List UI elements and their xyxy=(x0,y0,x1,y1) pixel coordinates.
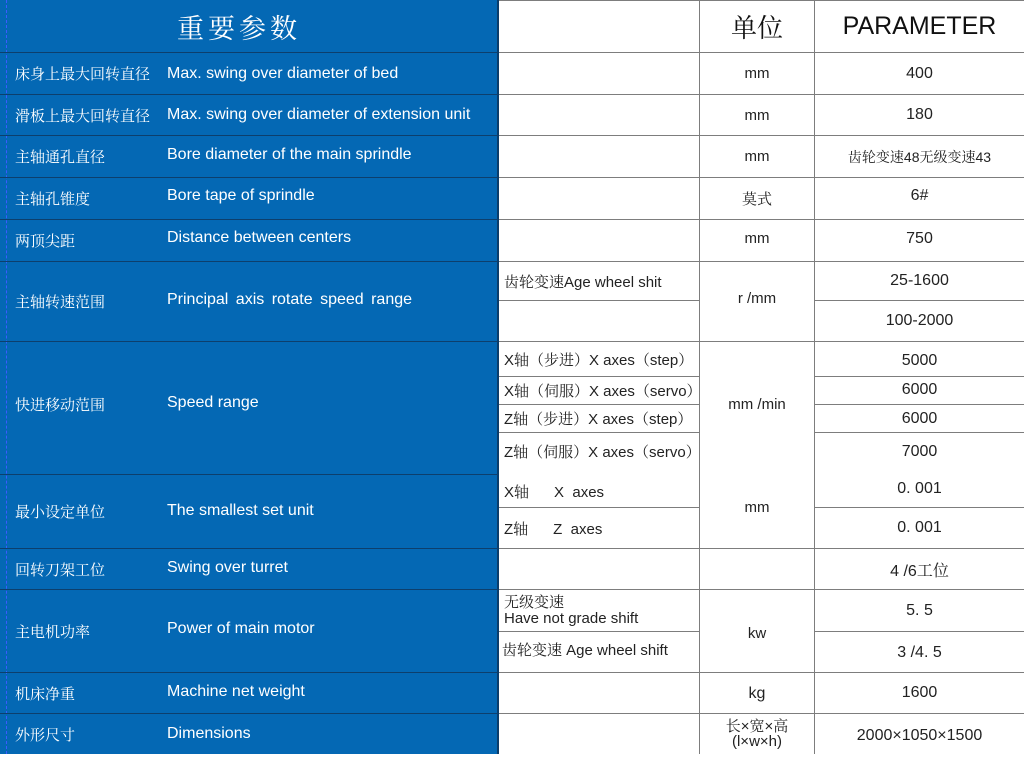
row-label-zh: 快进移动范围 xyxy=(15,396,106,414)
row-value: 齿轮变速48无级变速43 xyxy=(847,148,992,165)
row-label-zh: 回转刀架工位 xyxy=(15,561,106,579)
row-label-en: Max. swing over diameter of bed xyxy=(167,64,399,82)
row-value: 0. 001 xyxy=(897,480,942,497)
row-label-en: Speed range xyxy=(167,394,259,411)
row-label-en: Max. swing over diameter of extension unit xyxy=(167,106,471,123)
row-label-en: The smallest set unit xyxy=(167,502,314,519)
row-label-en: Power of main motor xyxy=(167,620,315,637)
row-label-zh: 床身上最大回转直径 xyxy=(15,66,151,83)
row-label-en: Principal axis rotate speed range xyxy=(167,291,413,308)
row-label-zh: 两顶尖距 xyxy=(15,233,76,250)
row-value: 5. 5 xyxy=(906,601,933,619)
row-value: 2000×1050×1500 xyxy=(856,727,983,744)
row-unit: r /mm xyxy=(737,289,777,307)
row-unit: mm xyxy=(744,229,770,247)
panel-edge xyxy=(497,0,499,754)
row-value: 6000 xyxy=(901,380,938,398)
row-label-zh: 主电机功率 xyxy=(15,623,91,641)
row-unit: mm xyxy=(744,148,770,165)
row-label-en: Dimensions xyxy=(167,725,251,742)
row-label-en: Bore diameter of the main sprindle xyxy=(167,146,412,163)
sub-condition xyxy=(504,590,638,631)
row-value: 1600 xyxy=(901,684,938,701)
row-label-zh: 主轴孔锥度 xyxy=(15,191,91,208)
dashed-guide-line xyxy=(6,0,7,754)
sub-condition: X轴（步进）X axes（step） xyxy=(504,351,694,369)
row-label-zh: 滑板上最大回转直径 xyxy=(15,107,151,125)
sub-condition: Z轴（步进）X axes（step） xyxy=(504,411,693,428)
row-label-zh: 主轴通孔直径 xyxy=(15,149,106,166)
sub-condition: 齿轮变速 Age wheel shift xyxy=(502,641,668,659)
row-value: 3 /4. 5 xyxy=(897,644,942,661)
row-value: 180 xyxy=(906,106,933,123)
parameter-column-header: PARAMETER xyxy=(842,11,997,40)
row-value: 25-1600 xyxy=(890,272,949,289)
row-value: 100-2000 xyxy=(885,312,954,329)
row-label-en: Distance between centers xyxy=(167,229,352,246)
row-unit: mm xyxy=(744,65,770,82)
row-value: 750 xyxy=(906,230,933,247)
row-unit: mm xyxy=(744,106,770,124)
row-label-zh: 机床净重 xyxy=(15,685,76,703)
row-label-zh: 最小设定单位 xyxy=(15,504,106,521)
row-value: 5000 xyxy=(901,352,938,369)
row-unit: 莫式 xyxy=(741,191,772,208)
sub-condition-line: Have not grade shift xyxy=(504,609,639,627)
row-value: 400 xyxy=(906,64,933,82)
sub-condition: Z轴 Z axes xyxy=(504,520,603,538)
table-title: 重要参数 xyxy=(177,13,301,44)
row-label-en: Machine net weight xyxy=(167,683,305,700)
row-unit: kg xyxy=(748,685,766,702)
sub-condition: X轴 X axes xyxy=(504,483,605,501)
row-unit: kw xyxy=(747,624,767,642)
row-value: 6# xyxy=(910,187,929,204)
unit-column-header: 单位 xyxy=(730,12,783,43)
row-value: 0. 001 xyxy=(897,519,942,536)
row-unit: mm xyxy=(744,498,770,516)
sub-condition: Z轴（伺服）X axes（servo） xyxy=(504,444,701,461)
sub-condition: 齿轮变速Age wheel shit xyxy=(504,273,662,291)
divider xyxy=(499,300,700,301)
row-label-zh: 主轴转速范围 xyxy=(15,294,106,311)
row-unit xyxy=(700,714,814,754)
row-value: 7000 xyxy=(901,443,938,460)
row-label-en: Swing over turret xyxy=(167,559,288,576)
sub-condition-line: 无级变速 xyxy=(504,593,565,611)
unit-line: (l×w×h) xyxy=(731,733,783,750)
row-value: 4 /6工位 xyxy=(890,562,949,580)
sub-condition: X轴（伺服）X axes（servo） xyxy=(504,383,702,400)
row-label-en: Bore tape of sprindle xyxy=(167,187,315,204)
row-label-zh: 外形尺寸 xyxy=(15,726,76,744)
row-value: 6000 xyxy=(901,409,938,427)
row-unit: mm /min xyxy=(728,395,786,413)
unit-line: 长×宽×高 xyxy=(725,718,789,735)
